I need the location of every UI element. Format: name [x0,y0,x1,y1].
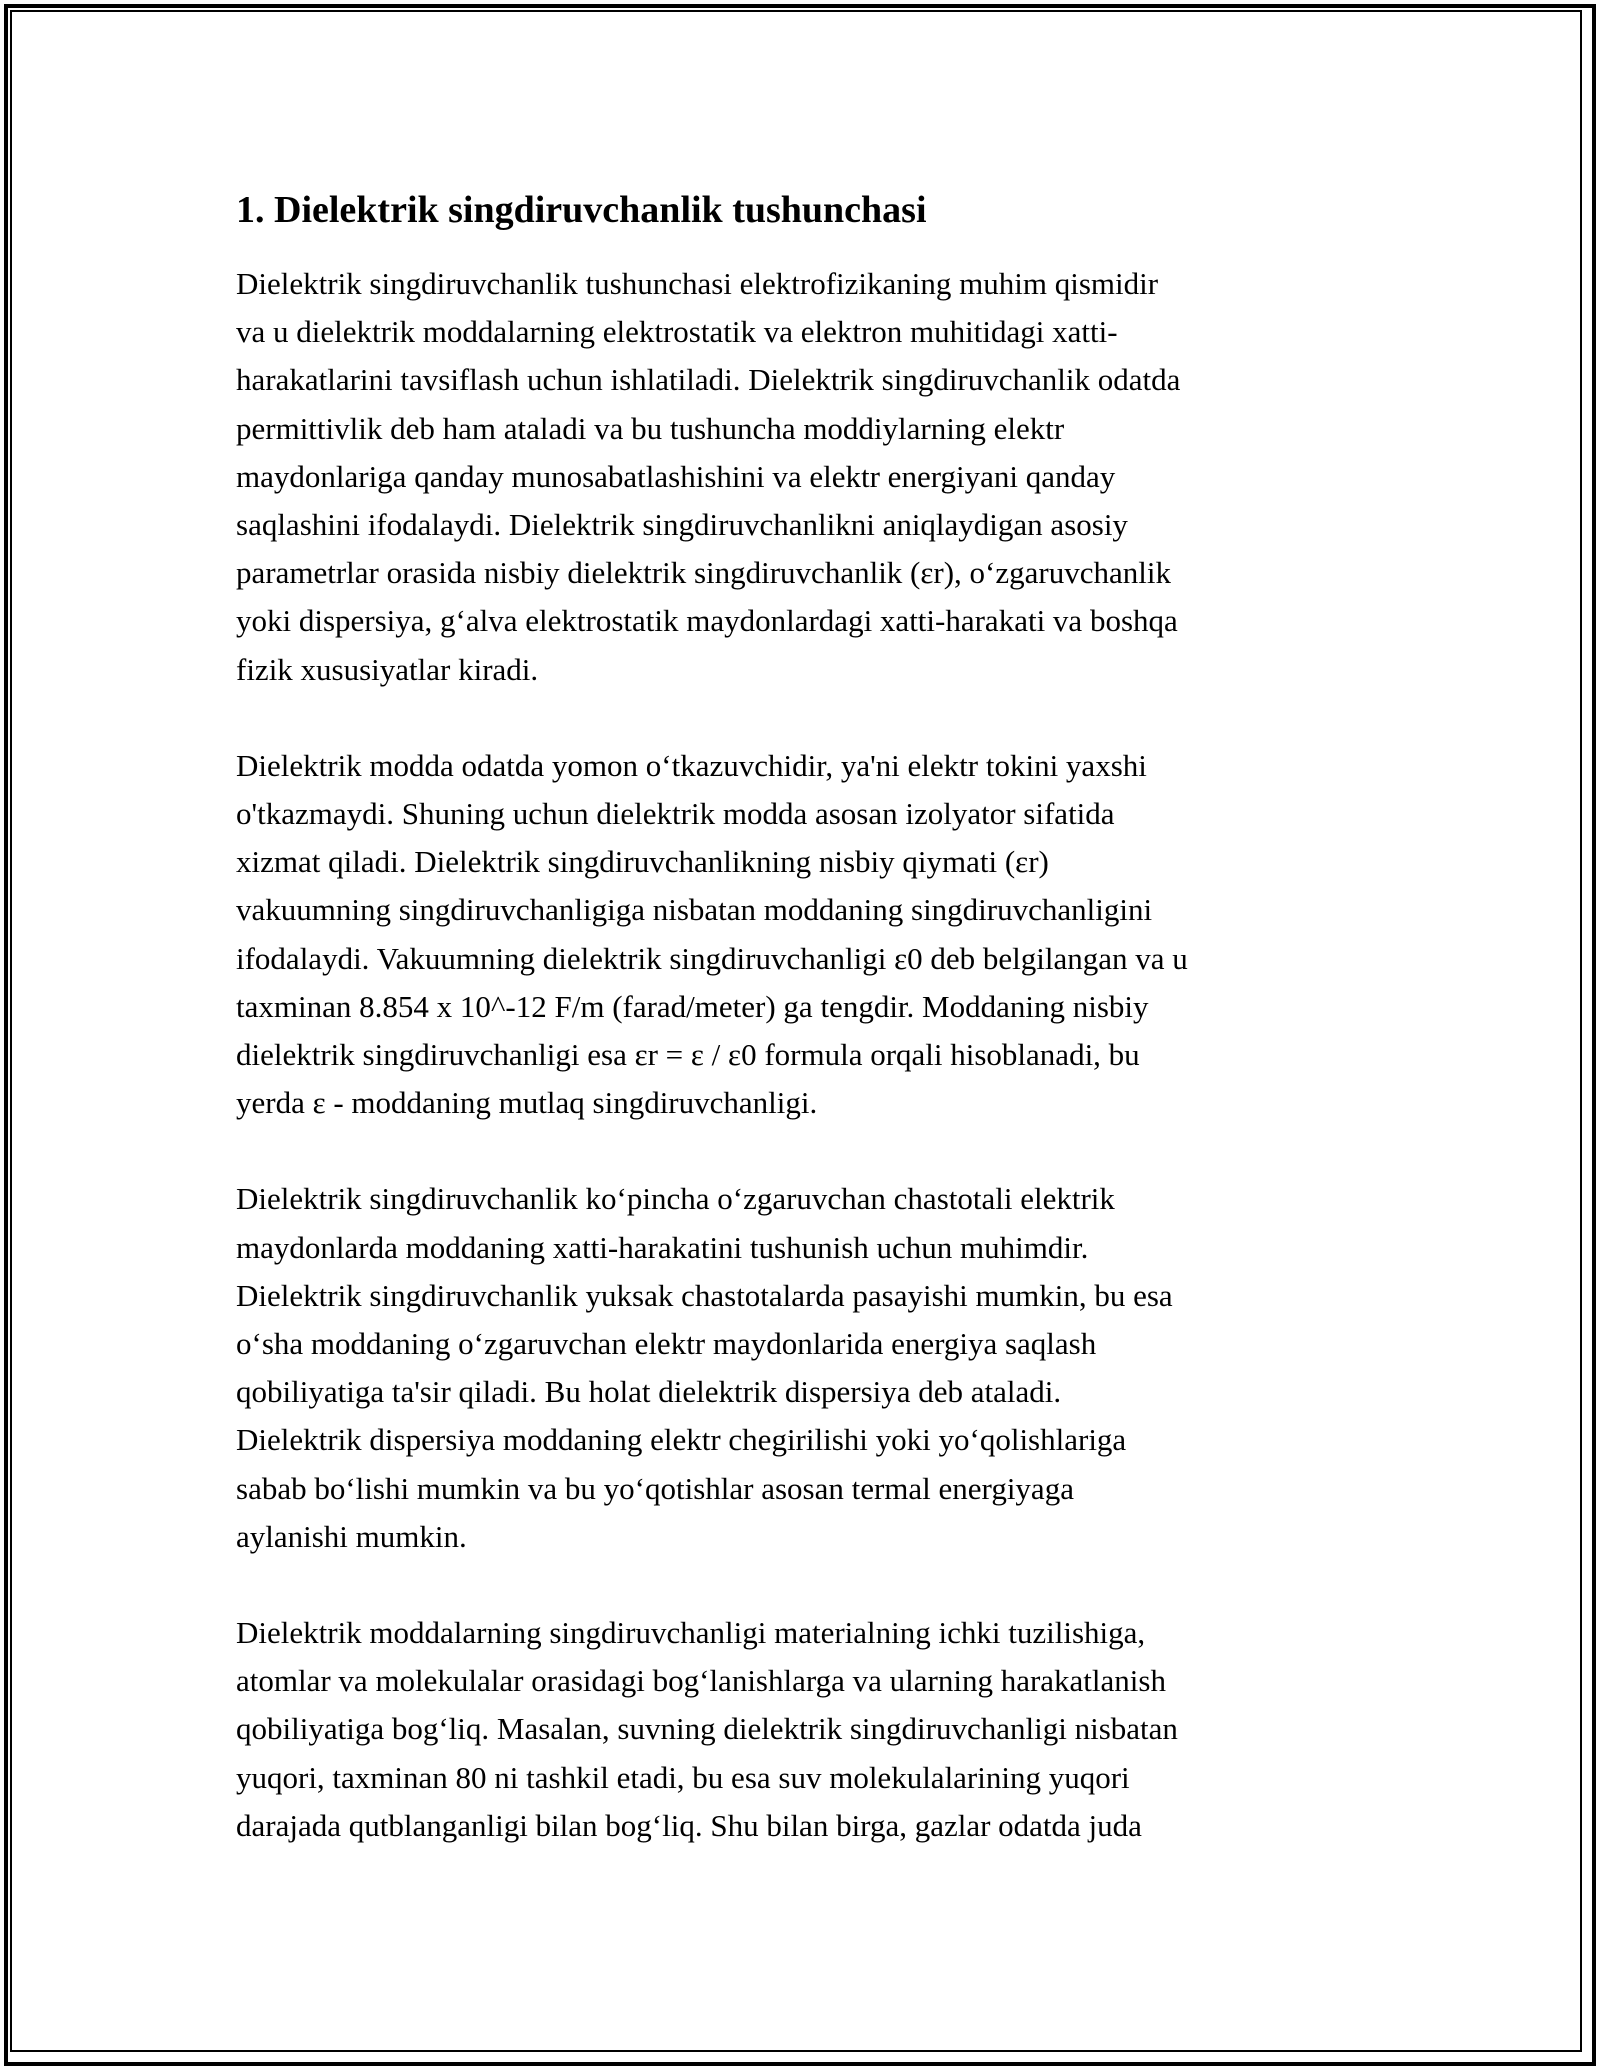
section-heading: 1. Dielektrik singdiruvchanlik tushunchasi [236,189,927,231]
text-line: ifodalaydi. Vakuumning dielektrik singdiruvchanligi ε0 deb belgilangan va u [236,940,1188,976]
text-line: va u dielektrik moddalarning elektrostatik va elektron muhitidagi xatti- [236,314,1118,350]
text-line: oʻsha moddaning oʻzgaruvchan elektr maydonlarida energiya saqlash [236,1326,1097,1362]
text-line: aylanishi mumkin. [236,1518,467,1554]
text-line: yuqori, taxminan 80 ni tashkil etadi, bu esa suv molekulalarining yuqori [236,1759,1130,1795]
paragraph [236,260,1376,694]
text-line: dielektrik singdiruvchanligi esa εr = ε / ε0 formula orqali hisoblanadi, bu [236,1037,1140,1073]
text-line: maydonlariga qanday munosabatlashishini va elektr energiyani qanday [236,458,1116,494]
text-line: maydonlarda moddaning xatti-harakatini tushunish uchun muhimdir. [236,1229,1089,1265]
paragraph [236,742,1376,1128]
text-line: harakatlarini tavsiflash uchun ishlatiladi. Dielektrik singdiruvchanlik odatda [236,362,1181,398]
text-line: yerda ε - moddaning mutlaq singdiruvchanligi. [236,1085,818,1121]
text-line: Dielektrik singdiruvchanlik koʻpincha oʻzgaruvchan chastotali elektrik [236,1181,1115,1217]
text-line: taxminan 8.854 x 10^-12 F/m (farad/meter) ga tengdir. Moddaning nisbiy [236,988,1149,1024]
text-line: yoki dispersiya, gʻalva elektrostatik maydonlardagi xatti-harakati va boshqa [236,603,1178,639]
text-line: Dielektrik singdiruvchanlik tushunchasi elektrofizikaning muhim qismidir [236,266,1159,301]
text-line: fizik xususiyatlar kiradi. [236,651,539,687]
text-line: atomlar va molekulalar orasidagi bogʻlanishlarga va ularning harakatlanish [236,1663,1166,1699]
text-line: qobiliyatiga bogʻliq. Masalan, suvning dielektrik singdiruvchanligi nisbatan [236,1711,1178,1747]
text-line: parametrlar orasida nisbiy dielektrik singdiruvchanlik (εr), oʻzgaruvchanlik [236,555,1171,591]
document-body [236,186,1376,1898]
paragraph [236,1175,1376,1561]
text-line: o'tkazmaydi. Shuning uchun dielektrik modda asosan izolyator sifatida [236,796,1115,832]
text-line: saqlashini ifodalaydi. Dielektrik singdiruvchanlikni aniqlaydigan asosiy [236,507,1128,543]
paragraph [236,1609,1376,1850]
text-line: Dielektrik singdiruvchanlik yuksak chastotalarda pasayishi mumkin, bu esa [236,1277,1173,1313]
text-line: xizmat qiladi. Dielektrik singdiruvchanlikning nisbiy qiymati (εr) [236,844,1049,880]
text-line: Dielektrik moddalarning singdiruvchanligi materialning ichki tuzilishiga, [236,1615,1146,1651]
text-line: darajada qutblanganligi bilan bogʻliq. Shu bilan birga, gazlar odatda juda [236,1807,1142,1843]
text-line: qobiliyatiga ta'sir qiladi. Bu holat dielektrik dispersiya deb ataladi. [236,1374,1062,1410]
paragraph-list [236,260,1376,1850]
text-line: vakuumning singdiruvchanligiga nisbatan moddaning singdiruvchanligini [236,892,1153,928]
text-line: sabab boʻlishi mumkin va bu yoʻqotishlar asosan termal energiyaga [236,1470,1074,1506]
text-line: Dielektrik dispersiya moddaning elektr chegirilishi yoki yoʻqolishlariga [236,1422,1127,1458]
text-line: Dielektrik modda odatda yomon oʻtkazuvchidir, ya'ni elektr tokini yaxshi [236,747,1147,783]
text-line: permittivlik deb ham ataladi va bu tushuncha moddiylarning elektr [236,410,1065,446]
